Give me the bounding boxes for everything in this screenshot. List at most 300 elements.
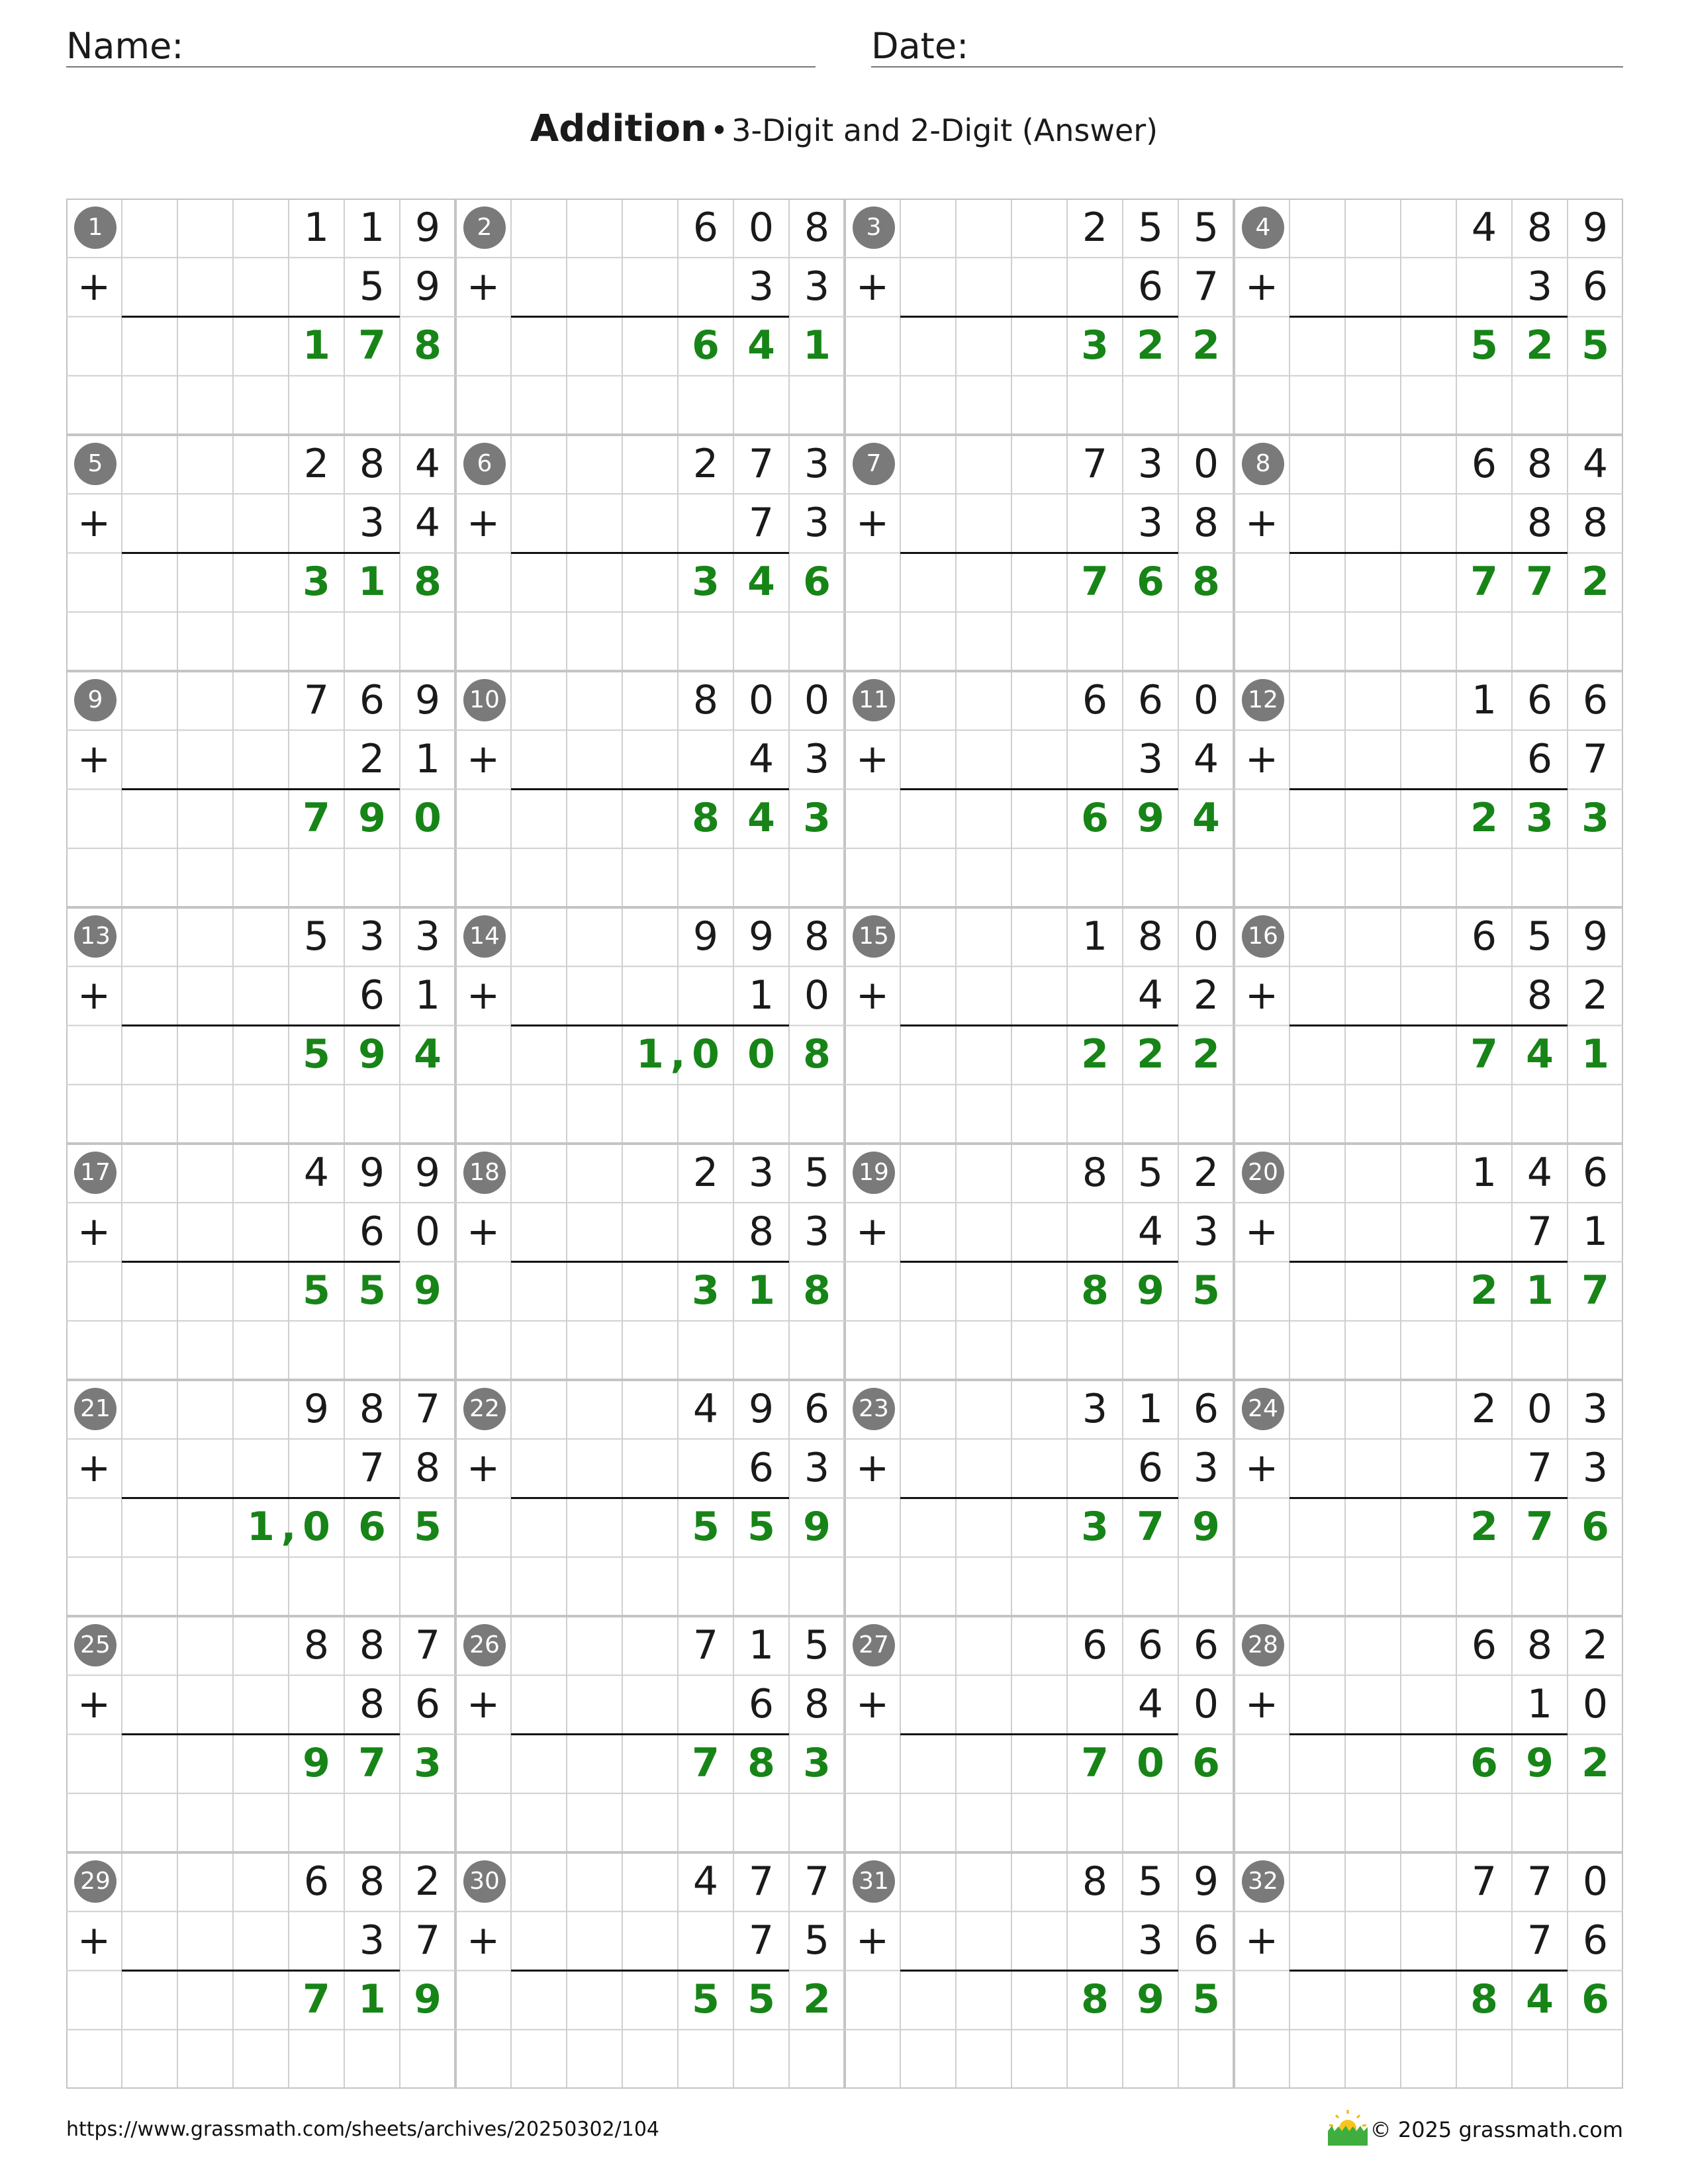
- answer-digit: 4: [1526, 1031, 1554, 1077]
- addend-bottom-digit: 3: [1193, 1208, 1219, 1255]
- answer-digit: 4: [747, 795, 775, 841]
- answer-digit: 1: [803, 322, 831, 369]
- problem-13: [66, 907, 455, 1144]
- answer-digit: 6: [1192, 1740, 1220, 1786]
- answer-digit: 9: [1137, 1267, 1164, 1314]
- addend-top-digit: 8: [303, 1622, 330, 1668]
- addend-top-digit: 0: [748, 205, 774, 251]
- addend-top-digit: 7: [748, 1858, 774, 1905]
- addend-bottom-digit: 4: [1137, 1681, 1164, 1727]
- answer-digit: 2: [1081, 1031, 1109, 1077]
- answer-digit: 8: [1192, 559, 1220, 605]
- addend-bottom-digit: 6: [748, 1681, 774, 1727]
- answer-digit: 3: [414, 1740, 442, 1786]
- answer-digit: 9: [803, 1504, 831, 1550]
- problem-22: [455, 1380, 845, 1616]
- answer-digit: 8: [692, 795, 720, 841]
- addend-top-digit: 8: [692, 677, 719, 723]
- addend-top-digit: 1: [359, 205, 385, 251]
- answer-digit: 7: [1470, 559, 1498, 605]
- answer-digit: 0: [303, 1504, 330, 1550]
- answer-digit: 9: [358, 795, 386, 841]
- problem-31: [845, 1852, 1234, 2089]
- addend-bottom-digit: 6: [414, 1681, 441, 1727]
- addend-top-digit: 8: [1526, 1622, 1553, 1668]
- problem-20: [1234, 1144, 1623, 1380]
- addend-top-digit: 7: [692, 1622, 719, 1668]
- addend-bottom-digit: 8: [359, 1681, 385, 1727]
- answer-digit: 1: [747, 1267, 775, 1314]
- plus-sign: +: [77, 972, 111, 1019]
- plus-sign: +: [855, 1917, 890, 1964]
- answer-digit: 8: [1470, 1976, 1498, 2023]
- problem-6: [455, 435, 845, 671]
- addend-top-digit: 5: [303, 913, 330, 960]
- addend-top-digit: 4: [1526, 1150, 1553, 1196]
- plus-sign: +: [1244, 1681, 1279, 1727]
- answer-digit: 8: [803, 1267, 831, 1314]
- answer-digit: 7: [358, 322, 386, 369]
- addend-bottom-digit: 2: [1582, 972, 1609, 1019]
- answer-digit: 9: [358, 1031, 386, 1077]
- addend-top-digit: 9: [414, 205, 441, 251]
- problem-number-badge: 18: [463, 1152, 506, 1194]
- addend-bottom-digit: 3: [804, 500, 830, 546]
- addend-top-digit: 2: [1582, 1622, 1609, 1668]
- problem-number-badge: 7: [853, 443, 895, 485]
- thousands-comma: ,: [670, 1031, 686, 1077]
- addend-bottom-digit: 2: [359, 736, 385, 782]
- addend-top-digit: 4: [692, 1858, 719, 1905]
- plus-sign: +: [466, 263, 500, 310]
- problem-4: [1234, 199, 1623, 435]
- problem-10: [455, 671, 845, 907]
- addend-top-digit: 9: [748, 1386, 774, 1432]
- addend-bottom-digit: 8: [1526, 500, 1553, 546]
- answer-digit: 4: [1192, 795, 1220, 841]
- problem-24: [1234, 1380, 1623, 1616]
- answer-digit: 3: [1081, 1504, 1109, 1550]
- answer-digit: 9: [414, 1267, 442, 1314]
- answer-digit: 6: [1137, 559, 1164, 605]
- addend-bottom-digit: 3: [1137, 500, 1164, 546]
- addend-top-digit: 7: [1526, 1858, 1553, 1905]
- answer-digit: 6: [358, 1504, 386, 1550]
- problem-number-badge: 22: [463, 1388, 506, 1430]
- addend-bottom-digit: 7: [748, 500, 774, 546]
- problem-number-badge: 3: [853, 206, 895, 249]
- addend-bottom-digit: 4: [1193, 736, 1219, 782]
- problem-5: [66, 435, 455, 671]
- addend-top-digit: 1: [303, 205, 330, 251]
- answer-digit: 3: [1526, 795, 1554, 841]
- answer-digit: 0: [414, 795, 442, 841]
- answer-digit: 5: [1581, 322, 1609, 369]
- problem-number-badge: 12: [1242, 679, 1284, 721]
- addend-top-digit: 6: [1193, 1622, 1219, 1668]
- addend-top-digit: 0: [1582, 1858, 1609, 1905]
- answer-digit: 6: [1581, 1504, 1609, 1550]
- problem-29: [66, 1852, 455, 2089]
- answer-digit: 5: [747, 1504, 775, 1550]
- addend-bottom-digit: 6: [1193, 1917, 1219, 1964]
- problem-11: [845, 671, 1234, 907]
- answer-digit: 1: [358, 1976, 386, 2023]
- addend-bottom-digit: 8: [414, 1445, 441, 1491]
- addend-top-digit: 7: [804, 1858, 830, 1905]
- answer-digit: 5: [692, 1976, 720, 2023]
- answer-digit: 9: [1137, 1976, 1164, 2023]
- answer-digit: 2: [1470, 795, 1498, 841]
- addend-top-digit: 8: [359, 1386, 385, 1432]
- answer-digit: 4: [414, 1031, 442, 1077]
- addend-top-digit: 6: [1082, 677, 1108, 723]
- answer-digit: 7: [358, 1740, 386, 1786]
- plus-sign: +: [77, 1917, 111, 1964]
- answer-digit: 5: [414, 1504, 442, 1550]
- addend-bottom-digit: 6: [359, 1208, 385, 1255]
- name-label: Name:: [66, 25, 184, 67]
- answer-digit: 7: [1526, 1504, 1554, 1550]
- problem-8: [1234, 435, 1623, 671]
- answer-digit: 5: [692, 1504, 720, 1550]
- addend-top-digit: 8: [359, 1858, 385, 1905]
- addend-top-digit: 2: [1471, 1386, 1497, 1432]
- plus-sign: +: [1244, 500, 1279, 546]
- problem-number-badge: 27: [853, 1624, 895, 1666]
- problem-number-badge: 20: [1242, 1152, 1284, 1194]
- addend-bottom-digit: 3: [1526, 263, 1553, 310]
- addend-top-digit: 1: [1082, 913, 1108, 960]
- addend-top-digit: 4: [303, 1150, 330, 1196]
- answer-digit: 5: [1192, 1267, 1220, 1314]
- addend-bottom-digit: 1: [1582, 1208, 1609, 1255]
- addend-top-digit: 5: [804, 1150, 830, 1196]
- answer-digit: 1: [1526, 1267, 1554, 1314]
- problem-number-badge: 29: [74, 1860, 117, 1903]
- answer-digit: 2: [1137, 322, 1164, 369]
- addend-top-digit: 9: [414, 677, 441, 723]
- answer-digit: 7: [1470, 1031, 1498, 1077]
- addend-bottom-digit: 3: [359, 500, 385, 546]
- problem-18: [455, 1144, 845, 1380]
- answer-digit: 6: [1581, 1976, 1609, 2023]
- answer-digit: 0: [747, 1031, 775, 1077]
- plus-sign: +: [1244, 263, 1279, 310]
- addend-bottom-digit: 7: [359, 1445, 385, 1491]
- addend-top-digit: 6: [804, 1386, 830, 1432]
- plus-sign: +: [1244, 1917, 1279, 1964]
- addend-top-digit: 4: [414, 441, 441, 487]
- footer-copyright: © 2025 grassmath.com: [1370, 2117, 1623, 2142]
- addend-top-digit: 2: [692, 441, 719, 487]
- problem-number-badge: 8: [1242, 443, 1284, 485]
- addend-top-digit: 9: [1582, 913, 1609, 960]
- answer-digit: 6: [1470, 1740, 1498, 1786]
- addend-top-digit: 5: [1137, 1150, 1164, 1196]
- answer-digit: 5: [303, 1031, 330, 1077]
- addend-bottom-digit: 7: [414, 1917, 441, 1964]
- plus-sign: +: [77, 263, 111, 310]
- problem-number-badge: 2: [463, 206, 506, 249]
- addend-bottom-digit: 3: [1137, 736, 1164, 782]
- addend-top-digit: 0: [1193, 913, 1219, 960]
- answer-digit: 2: [1192, 1031, 1220, 1077]
- problem-number-badge: 26: [463, 1624, 506, 1666]
- problem-number-badge: 19: [853, 1152, 895, 1194]
- addend-top-digit: 2: [303, 441, 330, 487]
- problem-grid: [66, 199, 1623, 2089]
- addend-bottom-digit: 4: [1137, 972, 1164, 1019]
- addend-top-digit: 9: [303, 1386, 330, 1432]
- answer-digit: 5: [1470, 322, 1498, 369]
- addend-top-digit: 7: [748, 441, 774, 487]
- plus-sign: +: [466, 1681, 500, 1727]
- addend-top-digit: 6: [1137, 1622, 1164, 1668]
- answer-digit: 1: [247, 1504, 275, 1550]
- addend-bottom-digit: 1: [748, 972, 774, 1019]
- problem-25: [66, 1616, 455, 1852]
- problem-3: [845, 199, 1234, 435]
- addend-top-digit: 6: [1082, 1622, 1108, 1668]
- addend-bottom-digit: 3: [804, 736, 830, 782]
- addend-top-digit: 5: [1526, 913, 1553, 960]
- addend-bottom-digit: 3: [1582, 1445, 1609, 1491]
- problem-number-badge: 9: [74, 679, 117, 721]
- problem-2: [455, 199, 845, 435]
- title-main: Addition: [530, 107, 707, 150]
- plus-sign: +: [466, 736, 500, 782]
- addend-top-digit: 8: [359, 1622, 385, 1668]
- footer-url: https://www.grassmath.com/sheets/archives/20250302/104: [66, 2118, 660, 2141]
- addend-top-digit: 3: [359, 913, 385, 960]
- problem-number-badge: 10: [463, 679, 506, 721]
- addend-bottom-digit: 3: [804, 1445, 830, 1491]
- answer-digit: 7: [303, 1976, 330, 2023]
- plus-sign: +: [1244, 972, 1279, 1019]
- problem-15: [845, 907, 1234, 1144]
- plus-sign: +: [77, 1445, 111, 1491]
- problem-27: [845, 1616, 1234, 1852]
- answer-digit: 8: [414, 559, 442, 605]
- problem-number-badge: 4: [1242, 206, 1284, 249]
- problem-32: [1234, 1852, 1623, 2089]
- problem-7: [845, 435, 1234, 671]
- problem-30: [455, 1852, 845, 2089]
- title-separator: •: [710, 113, 729, 148]
- addend-top-digit: 2: [414, 1858, 441, 1905]
- addend-bottom-digit: 1: [414, 972, 441, 1019]
- addend-bottom-digit: 7: [1582, 736, 1609, 782]
- answer-digit: 1: [303, 322, 330, 369]
- addend-bottom-digit: 7: [1526, 1917, 1553, 1964]
- addend-bottom-digit: 0: [1193, 1681, 1219, 1727]
- problem-17: [66, 1144, 455, 1380]
- problem-number-badge: 11: [853, 679, 895, 721]
- addend-bottom-digit: 3: [804, 263, 830, 310]
- answer-digit: 3: [803, 795, 831, 841]
- addend-top-digit: 6: [1582, 1150, 1609, 1196]
- problem-19: [845, 1144, 1234, 1380]
- addend-top-digit: 9: [692, 913, 719, 960]
- plus-sign: +: [1244, 736, 1279, 782]
- answer-digit: 9: [303, 1740, 330, 1786]
- addend-bottom-digit: 0: [804, 972, 830, 1019]
- addend-top-digit: 6: [1471, 441, 1497, 487]
- answer-digit: 8: [803, 1031, 831, 1077]
- addend-bottom-digit: 8: [1193, 500, 1219, 546]
- plus-sign: +: [466, 1917, 500, 1964]
- addend-bottom-digit: 7: [748, 1917, 774, 1964]
- addend-top-digit: 6: [303, 1858, 330, 1905]
- problem-number-badge: 16: [1242, 915, 1284, 958]
- addend-bottom-digit: 2: [1193, 972, 1219, 1019]
- addend-bottom-digit: 7: [1526, 1445, 1553, 1491]
- plus-sign: +: [855, 263, 890, 310]
- addend-top-digit: 7: [303, 677, 330, 723]
- answer-digit: 9: [1137, 795, 1164, 841]
- answer-digit: 7: [1081, 559, 1109, 605]
- addend-top-digit: 7: [414, 1386, 441, 1432]
- problem-number-badge: 32: [1242, 1860, 1284, 1903]
- addend-top-digit: 9: [1193, 1858, 1219, 1905]
- addend-top-digit: 6: [1582, 677, 1609, 723]
- addend-top-digit: 5: [804, 1622, 830, 1668]
- addend-bottom-digit: 6: [748, 1445, 774, 1491]
- answer-digit: 1: [1581, 1031, 1609, 1077]
- plus-sign: +: [855, 972, 890, 1019]
- addend-bottom-digit: 6: [359, 972, 385, 1019]
- addend-bottom-digit: 3: [748, 263, 774, 310]
- addend-top-digit: 8: [1526, 441, 1553, 487]
- addend-top-digit: 6: [1526, 677, 1553, 723]
- problem-number-badge: 17: [74, 1152, 117, 1194]
- addend-top-digit: 5: [1137, 1858, 1164, 1905]
- problem-14: [455, 907, 845, 1144]
- addend-top-digit: 1: [1471, 677, 1497, 723]
- problem-number-badge: 23: [853, 1388, 895, 1430]
- addend-bottom-digit: 6: [1526, 736, 1553, 782]
- addend-bottom-digit: 8: [748, 1208, 774, 1255]
- problem-23: [845, 1380, 1234, 1616]
- plus-sign: +: [855, 500, 890, 546]
- addend-bottom-digit: 6: [1137, 263, 1164, 310]
- problem-number-badge: 14: [463, 915, 506, 958]
- answer-digit: 7: [1081, 1740, 1109, 1786]
- problem-number-badge: 1: [74, 206, 117, 249]
- answer-digit: 3: [692, 559, 720, 605]
- answer-digit: 5: [747, 1976, 775, 2023]
- problem-28: [1234, 1616, 1623, 1852]
- addend-top-digit: 0: [804, 677, 830, 723]
- answer-digit: 2: [1526, 322, 1554, 369]
- addend-bottom-digit: 3: [804, 1208, 830, 1255]
- addend-top-digit: 8: [804, 913, 830, 960]
- problem-number-badge: 6: [463, 443, 506, 485]
- plus-sign: +: [855, 1681, 890, 1727]
- answer-digit: 2: [1137, 1031, 1164, 1077]
- plus-sign: +: [855, 1208, 890, 1255]
- addend-bottom-digit: 4: [1137, 1208, 1164, 1255]
- answer-digit: 4: [1526, 1976, 1554, 2023]
- answer-digit: 5: [1192, 1976, 1220, 2023]
- plus-sign: +: [466, 972, 500, 1019]
- answer-digit: 0: [692, 1031, 720, 1077]
- addend-bottom-digit: 0: [1582, 1681, 1609, 1727]
- answer-digit: 1: [358, 559, 386, 605]
- addend-top-digit: 8: [359, 441, 385, 487]
- addend-bottom-digit: 7: [1526, 1208, 1553, 1255]
- plus-sign: +: [855, 736, 890, 782]
- addend-bottom-digit: 1: [414, 736, 441, 782]
- addend-bottom-digit: 6: [1137, 1445, 1164, 1491]
- answer-digit: 2: [803, 1976, 831, 2023]
- title-subtitle: 3-Digit and 2-Digit (Answer): [731, 113, 1158, 148]
- problem-number-badge: 24: [1242, 1388, 1284, 1430]
- addend-bottom-digit: 7: [1193, 263, 1219, 310]
- answer-digit: 2: [1581, 1740, 1609, 1786]
- problem-number-badge: 21: [74, 1388, 117, 1430]
- addend-top-digit: 6: [359, 677, 385, 723]
- problem-number-badge: 30: [463, 1860, 506, 1903]
- addend-top-digit: 0: [748, 677, 774, 723]
- addend-top-digit: 2: [1193, 1150, 1219, 1196]
- plus-sign: +: [466, 500, 500, 546]
- answer-digit: 4: [747, 559, 775, 605]
- addend-bottom-digit: 3: [359, 1917, 385, 1964]
- addend-top-digit: 6: [692, 205, 719, 251]
- answer-digit: 7: [1581, 1267, 1609, 1314]
- plus-sign: +: [1244, 1445, 1279, 1491]
- date-line: [871, 66, 1623, 68]
- addend-bottom-digit: 1: [1526, 1681, 1553, 1727]
- answer-digit: 3: [803, 1740, 831, 1786]
- addend-top-digit: 8: [804, 205, 830, 251]
- answer-digit: 6: [803, 559, 831, 605]
- answer-digit: 9: [414, 1976, 442, 2023]
- answer-digit: 6: [692, 322, 720, 369]
- addend-bottom-digit: 8: [1526, 972, 1553, 1019]
- problem-21: [66, 1380, 455, 1616]
- addend-bottom-digit: 0: [414, 1208, 441, 1255]
- addend-top-digit: 3: [414, 913, 441, 960]
- addend-top-digit: 4: [1471, 205, 1497, 251]
- addend-bottom-digit: 5: [359, 263, 385, 310]
- answer-digit: 3: [1081, 322, 1109, 369]
- addend-top-digit: 5: [1137, 205, 1164, 251]
- answer-digit: 1: [636, 1031, 664, 1077]
- addend-top-digit: 0: [1193, 677, 1219, 723]
- answer-digit: 7: [1526, 559, 1554, 605]
- addend-top-digit: 3: [804, 441, 830, 487]
- answer-digit: 8: [747, 1740, 775, 1786]
- problem-number-badge: 28: [1242, 1624, 1284, 1666]
- addend-top-digit: 7: [1471, 1858, 1497, 1905]
- plus-sign: +: [466, 1445, 500, 1491]
- problem-number-badge: 13: [74, 915, 117, 958]
- date-label: Date:: [871, 25, 969, 67]
- answer-digit: 7: [692, 1740, 720, 1786]
- problem-number-badge: 25: [74, 1624, 117, 1666]
- addend-top-digit: 8: [1082, 1150, 1108, 1196]
- answer-digit: 3: [692, 1267, 720, 1314]
- addend-top-digit: 3: [1582, 1386, 1609, 1432]
- answer-digit: 5: [358, 1267, 386, 1314]
- addend-bottom-digit: 5: [804, 1917, 830, 1964]
- problem-16: [1234, 907, 1623, 1144]
- worksheet-title: [0, 106, 1688, 161]
- addend-bottom-digit: 3: [1137, 1917, 1164, 1964]
